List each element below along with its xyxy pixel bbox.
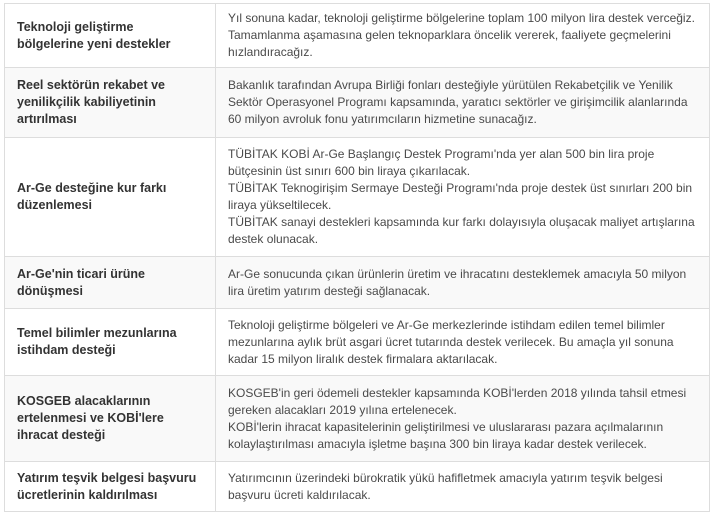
description-line: KOSGEB'in geri ödemeli destekler kapsamında KOBİ'lerden 2018 yılında tahsil etmesi gereken alacakları 2019 yılına ertelenecek. — [228, 385, 687, 417]
description-line: Ar-Ge sonucunda çıkan ürünlerin üretim ve ihracatını desteklemek amacıyla 50 milyon lira üretim yatırım desteği sağlanacak. — [228, 266, 687, 298]
description-line: TÜBİTAK KOBİ Ar-Ge Başlangıç Destek Programı'nda yer alan 500 bin lira proje bütçesinin üst sınırı 600 bin liraya çıkarılacak. — [228, 147, 655, 178]
row-label-tech-zones: Teknoloji geliştirme bölgelerine yeni destekler — [5, 4, 216, 68]
row-description — [216, 462, 710, 512]
row-description — [216, 138, 710, 257]
row-label-investment-fees: Yatırım teşvik belgesi başvuru ücretlerinin kaldırılması — [5, 462, 216, 512]
row-description — [216, 376, 710, 462]
row-description — [216, 68, 710, 138]
table-row — [5, 68, 710, 138]
description-line: Yatırımcının üzerindeki bürokratik yükü hafifletmek amacıyla yatırım teşvik belgesi başvuru ücreti kaldırılacak. — [228, 470, 663, 502]
row-description — [216, 309, 710, 376]
description-line: Teknoloji geliştirme bölgeleri ve Ar-Ge merkezlerinde istihdam edilen temel bilimler mezunlarına aylık brüt asgari ücret tutarında destek verilecek. Bu amaçla yıl sonuna kadar 15 milyon liralık destek firmalara aktarılacak. — [228, 317, 674, 366]
table-row — [5, 309, 710, 376]
table-row — [5, 138, 710, 257]
row-label-kosgeb: KOSGEB alacaklarının ertelenmesi ve KOBİ'lere ihracat desteği — [5, 376, 216, 462]
row-label-basic-sciences: Temel bilimler mezunlarına istihdam desteği — [5, 309, 216, 376]
table-row — [5, 376, 710, 462]
row-description — [216, 257, 710, 309]
row-label-rnd-exchange: Ar-Ge desteğine kur farkı düzenlemesi — [5, 138, 216, 257]
description-line: Yıl sonuna kadar, teknoloji geliştirme bölgelerine toplam 100 milyon lira destek verceğiz. Tamamlanma aşamasına gelen teknoparklara öncelik vererek, faaliyete geçmelerini hızlandıracağız. — [228, 11, 695, 59]
table-row — [5, 257, 710, 309]
incentives-table — [4, 3, 710, 512]
description-line: TÜBİTAK sanayi destekleri kapsamında kur farkı dolayısıyla oluşacak maliyet artışlarına destek olunacak. — [228, 215, 695, 246]
incentives-table-body — [5, 4, 710, 512]
description-line: KOBİ'lerin ihracat kapasitelerinin geliştirilmesi ve uluslararası pazara açılmalarının kolaylaştırılması amacıyla işletme başına 300 bin liraya kadar destek verilecek. — [228, 419, 664, 451]
row-label-rnd-commercial: Ar-Ge'nin ticari ürüne dönüşmesi — [5, 257, 216, 309]
table-row — [5, 4, 710, 68]
description-line: Bakanlık tarafından Avrupa Birliği fonları desteğiyle yürütülen Rekabetçilik ve Yenilik Sektör Operasyonel Programı kapsamında, yaratıcı sektörler ve girişimcilik alanlarında 60 milyon avroluk fonu yatırımcıların hizmetine sunacağız. — [228, 78, 688, 126]
description-line: TÜBİTAK Teknogirişim Sermaye Desteği Programı'nda proje destek üst sınırları 200 bin liraya yükseltilecek. — [228, 181, 693, 212]
row-label-real-sector: Reel sektörün rekabet ve yenilikçilik kabiliyetinin artırılması — [5, 68, 216, 138]
table-row — [5, 462, 710, 512]
row-description — [216, 4, 710, 68]
